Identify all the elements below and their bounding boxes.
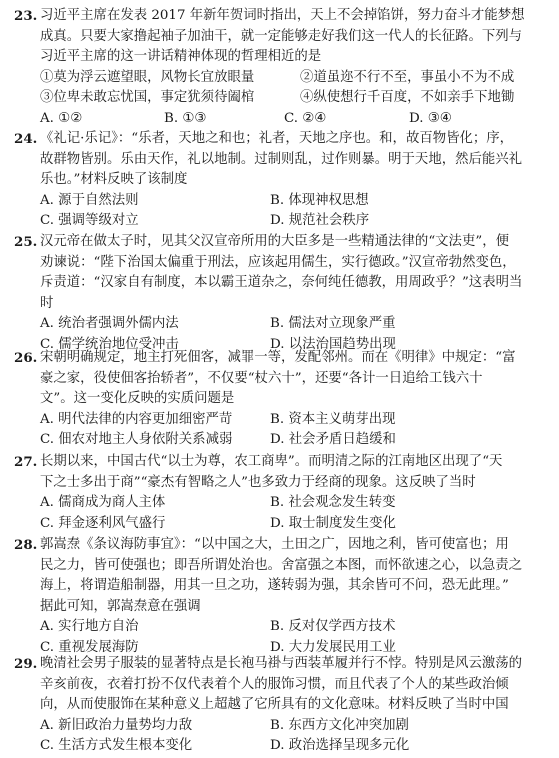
question-stem-line: 23. 习近平主席在发表 2017 年新年贺词时指出，天上不会掉馅饼，努力奋斗才能梦想 [14, 6, 550, 27]
question-stem-line: 习近平主席的这一讲话精神体现的哲理相近的是 [40, 49, 322, 64]
question-stem-line: 海上，将谓造船制器，用其一旦之功，遂转弱为强，其余皆可不问，恐无此理。” [40, 578, 509, 593]
option-row [14, 736, 550, 757]
option-row [14, 191, 550, 212]
statement-row [14, 68, 550, 89]
option-a[interactable]: A. 源于自然法则 [40, 192, 139, 208]
question-number: 27. [14, 454, 38, 470]
question-stem-line: 民之力，皆可使强也；即吾所谓处治也。舍富强之本图，而怀欲速之心，以急责之 [40, 557, 523, 573]
option-row [14, 109, 550, 130]
question-25 [14, 232, 550, 355]
statement-3: ③位卑未敢忘忧国，事定犹须待阖棺 [40, 90, 255, 105]
statement-2: ②道虽迩不行不至，事虽小不为不成 [300, 69, 515, 85]
question-stem-line: 辛亥前夜，衣着打扮不仅代表着个人的服饰习惯，而且代表了个人的某些政治倾 [40, 676, 509, 692]
option-d[interactable]: D. 大力发展民用工业 [270, 639, 396, 655]
option-a[interactable]: A. 儒商成为商人主体 [40, 495, 166, 510]
statement-row [14, 88, 550, 109]
question-stem-line: 乐也。”材料反映了该制度 [40, 172, 188, 187]
option-row [14, 430, 550, 451]
question-number: 23. [14, 8, 38, 24]
question-stem-line: 据此可知，郭嵩焘意在强调 [40, 598, 201, 614]
option-a[interactable]: A. 实行地方自治 [40, 619, 139, 634]
option-row [14, 493, 550, 514]
question-stem-line: 29. 晚清社会男子服装的显著特点是长袍马褂与西装革履并行不悖。特别是风云激荡的 [14, 654, 550, 675]
question-stem-line: 28. 郭嵩焘《条议海防事宜》：“以中国之大，土田之广，因地之利，皆可使富也；用 [14, 535, 550, 556]
question-stem-line: 文”。这一变化反映的实质问题是 [40, 391, 235, 406]
option-a[interactable]: A. 明代法律的内容更加细密严苛 [40, 411, 233, 427]
question-23 [14, 6, 550, 129]
option-b[interactable]: B. 资本主义萌芽出现 [270, 411, 396, 427]
question-stem-line: 斥责道：“汉家自有制度，本以霸王道杂之，奈何纯任德教，用周政乎？”这表明当 [40, 275, 523, 290]
option-row [14, 716, 550, 737]
question-26 [14, 348, 550, 451]
statement-1: ①莫为浮云遮望眼，风物长宜放眼量 [40, 69, 255, 85]
option-row [14, 314, 550, 335]
option-d[interactable]: D. 规范社会秩序 [270, 213, 370, 228]
question-24 [14, 129, 550, 232]
question-stem-line: 25. 汉元帝在做太子时，见其父汉宣帝所用的大臣多是一些精通法律的“文法吏”，便 [14, 232, 550, 253]
question-28 [14, 535, 550, 658]
option-c[interactable]: C. 佃农对地主人身依附关系减弱 [40, 432, 233, 447]
question-number: 26. [14, 350, 38, 366]
option-d[interactable]: D. 政治选择呈现多元化 [270, 738, 410, 753]
option-c[interactable]: C. 强调等级对立 [40, 213, 139, 228]
option-d[interactable]: D. 以法治国趋势出现 [270, 336, 396, 352]
option-c[interactable]: C. 重视发展海防 [40, 639, 139, 655]
option-c[interactable]: C. 拜金逐利风气盛行 [40, 515, 166, 531]
option-c[interactable]: C. ②④ [284, 110, 327, 126]
option-row [14, 617, 550, 638]
option-b[interactable]: B. 反对仅学西方技术 [270, 619, 396, 634]
question-stem-line: 豪之家，役使佃客抬轿者”，不仅要“杖六十”，还要“各计一日追给工钱六十 [40, 370, 483, 386]
option-row [14, 514, 550, 535]
question-stem-line: 24. 《礼记·乐记》：“乐者，天地之和也；礼者，天地之序也。和，故百物皆化；序， [14, 129, 550, 150]
question-stem-line: 向，从而使服饰在某种意义上超越了它所具有的文化意味。材料反映了当时中国 [40, 697, 509, 712]
question-stem-line: 27. 长期以来，中国古代“以士为尊，农工商卑”。而明清之际的江南地区出现了“天 [14, 452, 550, 473]
question-number: 28. [14, 537, 38, 553]
question-stem-line: 成真。只要大家撸起袖子加油干，就一定能够走好我们这一代人的长征路。下列与 [40, 28, 523, 44]
question-stem-line: 劝谏说：“陛下治国太偏重于刑法，应该起用儒生，实行德政。”汉宣帝勃然变色， [40, 254, 516, 270]
option-d[interactable]: D. 社会矛盾日趋缓和 [270, 432, 396, 447]
option-c[interactable]: C. 儒学统治地位受冲击 [40, 336, 179, 352]
question-27 [14, 452, 550, 534]
option-b[interactable]: B. ①③ [164, 110, 207, 126]
option-d[interactable]: D. ③④ [409, 110, 452, 126]
question-number: 25. [14, 234, 38, 250]
statement-4: ④纵使想行千百度，不如亲手下地锄 [300, 90, 515, 105]
question-29 [14, 654, 550, 757]
question-stem-line: 下之士多出于商”“豪杰有智略之人”也多致力于经商的现象。这反映了当时 [40, 474, 476, 490]
option-b[interactable]: B. 体现神权思想 [270, 192, 369, 208]
question-stem-line: 故群物皆别。乐由天作，礼以地制。过制则乱，过作则暴。明于天地，然后能兴礼 [40, 151, 523, 167]
option-a[interactable]: A. ①② [40, 110, 83, 126]
question-stem-line: 26. 宋朝明确规定，地主打死佃客，减罪一等，发配邻州。而在《明律》中规定：“富 [14, 348, 550, 369]
question-number: 24. [14, 131, 38, 147]
option-c[interactable]: C. 生活方式发生根本变化 [40, 738, 193, 753]
option-d[interactable]: D. 取士制度发生变化 [270, 515, 396, 531]
option-a[interactable]: A. 新旧政治力量势均力敌 [40, 717, 193, 733]
question-stem-line: 时 [40, 295, 54, 311]
option-b[interactable]: B. 东西方文化冲突加剧 [270, 717, 409, 733]
option-row [14, 211, 550, 232]
option-b[interactable]: B. 儒法对立现象严重 [270, 316, 396, 331]
option-a[interactable]: A. 统治者强调外儒内法 [40, 316, 179, 331]
option-b[interactable]: B. 社会观念发生转变 [270, 495, 396, 510]
question-number: 29. [14, 656, 38, 672]
option-row [14, 410, 550, 431]
